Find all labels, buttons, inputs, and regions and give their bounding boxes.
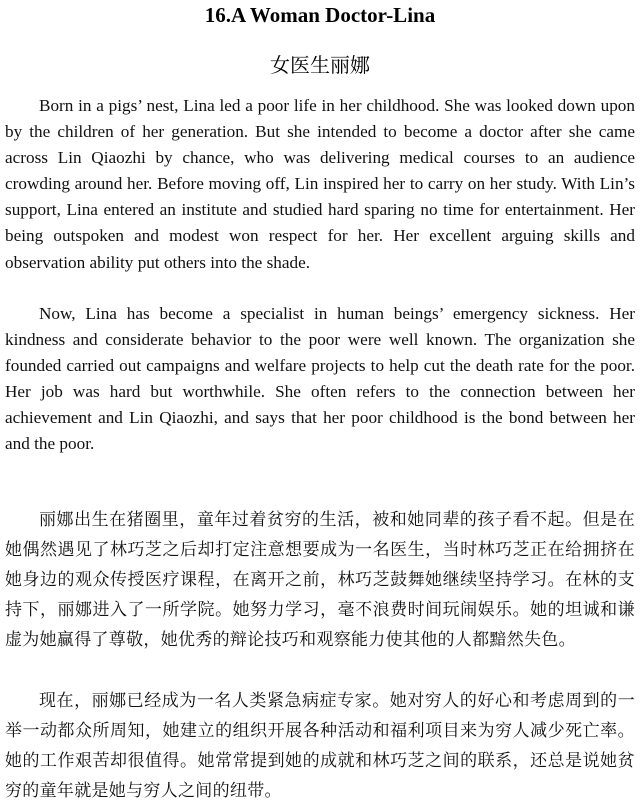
chinese-paragraph-1 [5,505,635,655]
english-paragraph-2 [5,301,635,458]
chinese-paragraph-1-text: 丽娜出生在猪圈里，童年过着贫穷的生活，被和她同辈的孩子看不起。但是在她偶然遇见了林巧芝之后却打定注意想要成为一名医生，当时林巧芝正在给拥挤在她身边的观众传授医疗课程，在离开之前，林巧芝鼓舞她继续坚持学习。在林的支持下，丽娜进入了一所学院。她努力学习，毫不浪费时间玩闹娱乐。她的坦诚和谦虚为她赢得了尊敬，她优秀的辩论技巧和观察能力使其他的人都黯然失色。 [5,510,635,650]
english-title: 16.A Woman Doctor-Lina [204,3,436,27]
english-paragraph-1 [5,93,635,276]
chinese-paragraph-2 [5,686,635,806]
chinese-paragraph-2-text: 现在，丽娜已经成为一名人类紧急病症专家。她对穷人的好心和考虑周到的一举一动都众所周知，她建立的组织开展各种活动和福利项目来为穷人减少死亡率。她的工作艰苦却很值得。她常常提到她的成就和林巧芝之间的联系，还总是说她贫穷的童年就是她与穷人之间的纽带。 [5,691,635,801]
english-paragraph-1-text: Born in a pigs’ nest, Lina led a poor life in her childhood. She was looked down upon by the children of her generation. But she intended to become a doctor after she came across Lin Qiaozhi by chance, who was delivering medical courses to an audience crowding around her. Before moving off, Lin inspired her to carry on her study. With Lin’s support, Lina entered an institute and studied hard sparing no time for entertainment. Her being outspoken and modest won respect for her. Her excellent arguing skills and observation ability put others into the shade. [5,96,635,272]
english-paragraph-2-text: Now, Lina has become a specialist in human beings’ emergency sickness. Her kindness and considerate behavior to the poor were well known. The organization she founded carried out campaigns and welfare projects to help cut the death rate for the poor. Her job was hard but worthwhile. She often refers to the connection between her achievement and Lin Qiaozhi, and says that her poor childhood is the bond between her and the poor. [5,304,635,454]
chinese-title: 女医生丽娜 [270,53,370,77]
